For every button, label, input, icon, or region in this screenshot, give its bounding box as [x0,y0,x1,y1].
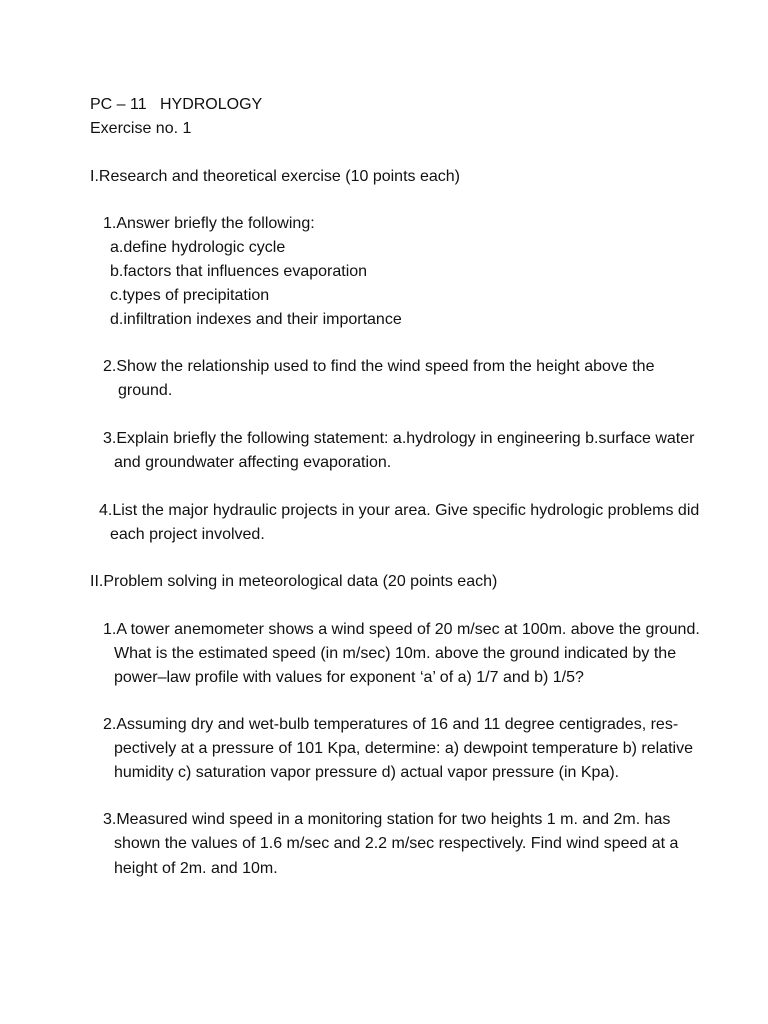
part2-problem-1-line3: power–law profile with values for exponent ‘a’ of a) 1/7 and b) 1/5? [114,669,584,686]
part2-heading: II.Problem solving in meteorological data (20 points each) [90,573,498,590]
part2-problem-2-line3: humidity c) saturation vapor pressure d) actual vapor pressure (in Kpa). [114,764,620,781]
part2-problem-3-line2: shown the values of 1.6 m/sec and 2.2 m/sec respectively. Find wind speed at a [114,835,679,852]
part1-q1-item-b: b.factors that influences evaporation [110,263,368,280]
part1-question-3-line2: and groundwater affecting evaporation. [114,454,392,471]
part2-problem-1-line1: 1.A tower anemometer shows a wind speed of 20 m/sec at 100m. above the ground. [103,621,700,638]
part1-question-3-line1: 3.Explain briefly the following statement: a.hydrology in engineering b.surface water [103,430,695,447]
part2-problem-2-line1: 2.Assuming dry and wet-bulb temperatures of 16 and 11 degree centigrades, res- [103,716,679,733]
part2-problem-1-line2: What is the estimated speed (in m/sec) 10m. above the ground indicated by the [114,645,677,662]
part1-question-4-line1: 4.List the major hydraulic projects in your area. Give specific hydrologic problems did [99,502,700,519]
part1-question-2-line1: 2.Show the relationship used to find the wind speed from the height above the [103,358,655,375]
part1-q1-item-d: d.infiltration indexes and their importance [110,311,402,328]
part1-q1-item-a: a.define hydrologic cycle [110,239,286,256]
part1-question-2-line2: ground. [118,382,173,399]
part2-problem-2-line2: pectively at a pressure of 101 Kpa, determine: a) dewpoint temperature b) relative [114,740,693,757]
part1-q1-item-c: c.types of precipitation [110,287,270,304]
course-title: PC – 11 HYDROLOGY [90,96,263,113]
part1-question-1: 1.Answer briefly the following: [103,215,315,232]
exercise-number: Exercise no. 1 [90,120,192,137]
part1-heading: I.Research and theoretical exercise (10 points each) [90,168,460,185]
part2-problem-3-line1: 3.Measured wind speed in a monitoring station for two heights 1 m. and 2m. has [103,811,671,828]
part2-problem-3-line3: height of 2m. and 10m. [114,860,278,877]
part1-question-4-line2: each project involved. [110,526,265,543]
